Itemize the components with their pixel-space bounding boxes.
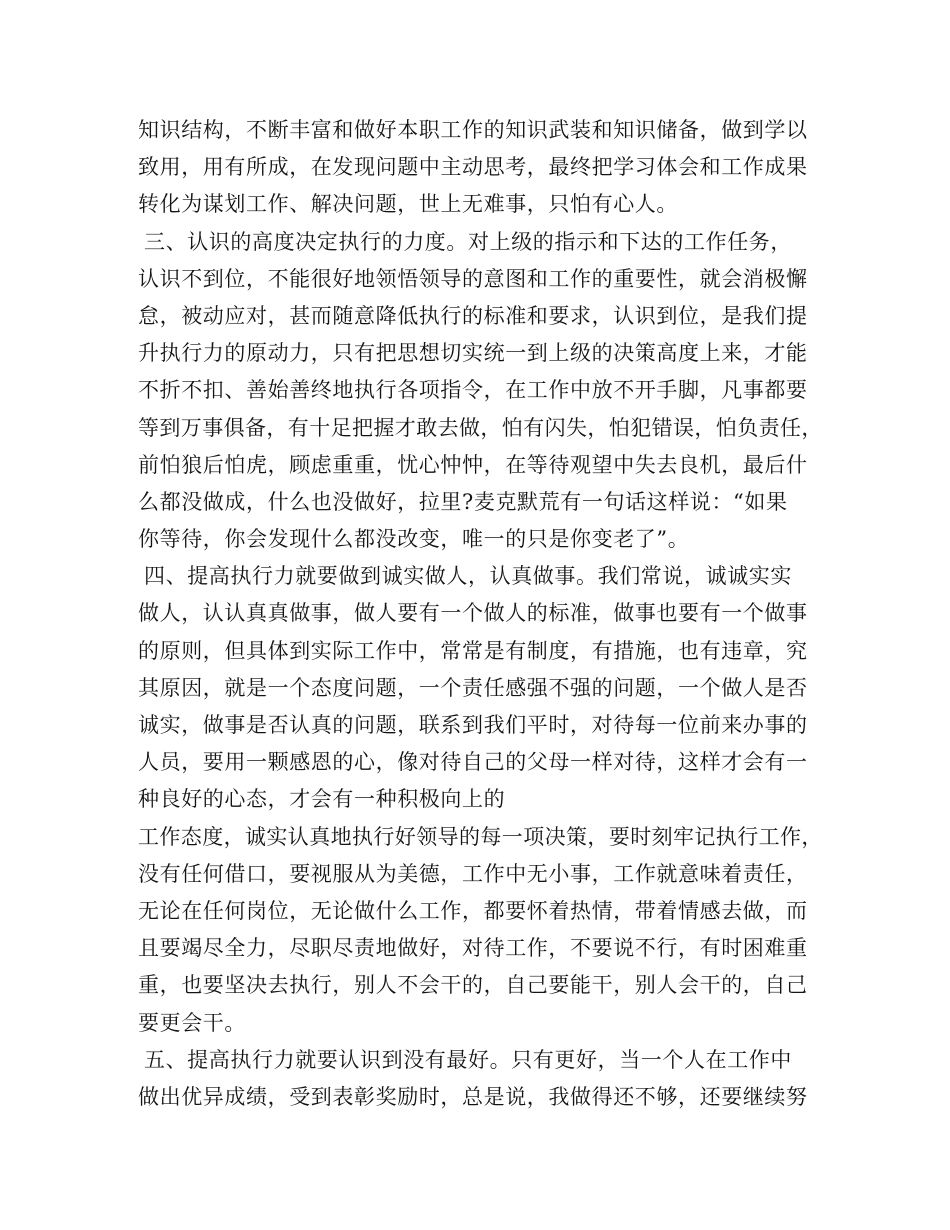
text-line: 做人，认认真真做事，做人要有一个做人的标准，做事也要有一个做事: [138, 601, 808, 626]
text-line: 的原则，但具体到实际工作中，常常是有制度，有措施，也有违章，究: [138, 638, 808, 663]
text-line: 无论在任何岗位，无论做什么工作，都要怀着热情，带着情感去做，而: [138, 898, 808, 923]
text-line: 认识不到位，不能很好地领悟领导的意图和工作的重要性，就会消极懈: [138, 266, 808, 291]
text-line: 五、提高执行力就要认识到没有最好。只有更好，当一个人在工作中: [144, 1047, 792, 1072]
text-line: 且要竭尽全力，尽职尽责地做好，对待工作，不要说不行，有时困难重: [138, 936, 808, 961]
text-line: 其原因，就是一个态度问题，一个责任感强不强的问题，一个做人是否: [138, 675, 808, 700]
text-line: 做出优异成绩，受到表彰奖励时，总是说，我做得还不够，还要继续努: [138, 1084, 808, 1109]
text-line: 么都没做成，什么也没做好，拉里?麦克默荒有一句话这样说：“如果: [138, 489, 788, 514]
text-line: 诚实，做事是否认真的问题，联系到我们平时，对待每一位前来办事的: [138, 713, 808, 737]
text-line: 怠，被动应对，甚而随意降低执行的标准和要求，认识到位，是我们提: [138, 303, 808, 328]
text-line: 三、认识的高度决定执行的力度。对上级的指示和下达的工作任务，: [144, 229, 792, 254]
text-line: 不折不扣、善始善终地执行各项指令，在工作中放不开手脚，凡事都要: [138, 378, 808, 403]
text-line: 工作态度，诚实认真地执行好领导的每一项决策，要时刻牢记执行工作，: [138, 824, 823, 849]
text-line: 你等待，你会发现什么都没改变，唯一的只是你变老了”。: [138, 527, 690, 552]
text-line: 人员，要用一颗感恩的心，像对待自己的父母一样对待，这样才会有一: [138, 750, 808, 775]
document-body: [138, 112, 828, 1116]
text-line: 重，也要坚决去执行，别人不会干的，自己要能干，别人会干的，自己: [138, 973, 808, 998]
text-line: 种良好的心态，才会有一种积极向上的: [138, 787, 506, 812]
text-line: 没有任何借口，要视服从为美德，工作中无小事，工作就意味着责任，: [138, 861, 808, 886]
text-line: 等到万事俱备，有十足把握才敢去做，怕有闪失，怕犯错误，怕负责任，: [138, 415, 823, 440]
text-line: 知识结构，不断丰富和做好本职工作的知识武装和知识储备，做到学以: [138, 118, 808, 142]
text-line: 四、提高执行力就要做到诚实做人，认真做事。我们常说，诚诚实实: [144, 564, 792, 589]
text-line: 升执行力的原动力，只有把思想切实统一到上级的决策高度上来，才能: [138, 341, 808, 366]
text-line: 前怕狼后怕虎，顾虑重重，忧心忡忡，在等待观望中失去良机，最后什: [138, 452, 808, 477]
text-line: 转化为谋划工作、解决问题，世上无难事，只怕有心人。: [138, 192, 678, 217]
text-line: 致用，用有所成，在发现问题中主动思考，最终把学习体会和工作成果: [138, 155, 808, 180]
text-line: 要更会干。: [138, 1010, 246, 1035]
